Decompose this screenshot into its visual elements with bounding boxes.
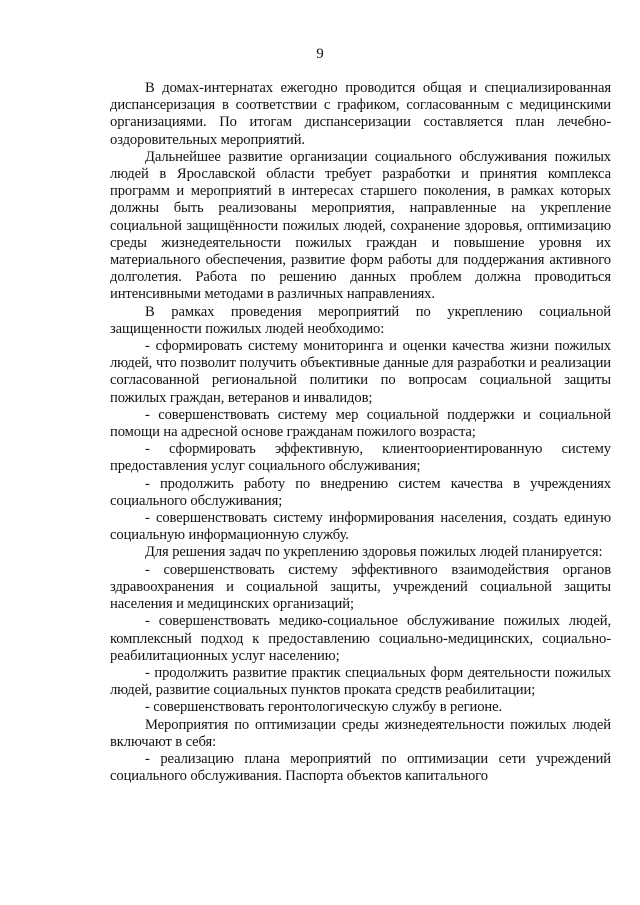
list-item: - реализацию плана мероприятий по оптимизации сети учреждений социального обслуживания. Паспорта объектов капитального	[110, 750, 611, 785]
list-item: - совершенствовать систему информирования населения, создать единую социальную информационную службу.	[110, 510, 611, 544]
list-item: - продолжить развитие практик специальных форм деятельности пожилых людей, развитие социальных пунктов проката средств реабилитации;	[110, 664, 611, 699]
paragraph-development: Дальнейшее развитие организации социального обслуживания пожилых людей в Ярославской области требует разработки и принятия комплекса программ и мероприятий в интересах старшего поколения, в рамках которых должны быть реализованы мероприятия, направленные на укрепление социальной защищённости пожилых людей, сохранение здоровья, оптимизацию среды жизнедеятельности пожилых граждан и повышение уровня их материального обеспечения, развитие форм работы для поддержания активного долголетия. Работа по решению данных проблем должна проводиться интенсивными методами в различных направлениях.	[110, 148, 611, 303]
list-item: - совершенствовать медико-социальное обслуживание пожилых людей, комплексный подход к предоставлению социально-медицинских, социально-реабилитационных услуг населению;	[110, 613, 611, 664]
paragraph-protection-intro: В рамках проведения мероприятий по укреплению социальной защищенности пожилых людей необходимо:	[110, 303, 611, 337]
list-item: - совершенствовать систему мер социальной поддержки и социальной помощи на адресной основе гражданам пожилого возраста;	[110, 406, 611, 441]
list-item: - сформировать систему мониторинга и оценки качества жизни пожилых людей, что позволит получить объективные данные для разработки и реализации согласованной региональной политики по вопросам социальной защиты пожилых граждан, ветеранов и инвалидов;	[110, 338, 611, 406]
paragraph-environment-intro: Мероприятия по оптимизации среды жизнедеятельности пожилых людей включают в себя:	[110, 716, 611, 750]
list-item: - сформировать эффективную, клиентоориентированную систему предоставления услуг социального обслуживания;	[110, 441, 611, 475]
paragraph-health-intro: Для решения задач по укреплению здоровья пожилых людей планируется:	[145, 544, 603, 561]
document-body	[110, 80, 611, 785]
paragraph-dispensary: В домах-интернатах ежегодно проводится общая и специализированная диспансеризация в соответствии с графиком, согласованным с медицинскими организациями. По итогам диспансеризации составляется план лечебно-оздоровительных мероприятий.	[110, 80, 611, 148]
page-number: 9	[316, 46, 324, 62]
list-item: - совершенствовать систему эффективного взаимодействия органов здравоохранения и социальной защиты, учреждений социальной защиты населения и медицинских организаций;	[110, 561, 611, 613]
list-item: - продолжить работу по внедрению систем качества в учреждениях социального обслуживания;	[110, 475, 611, 509]
list-item: - совершенствовать геронтологическую службу в регионе.	[145, 699, 503, 716]
